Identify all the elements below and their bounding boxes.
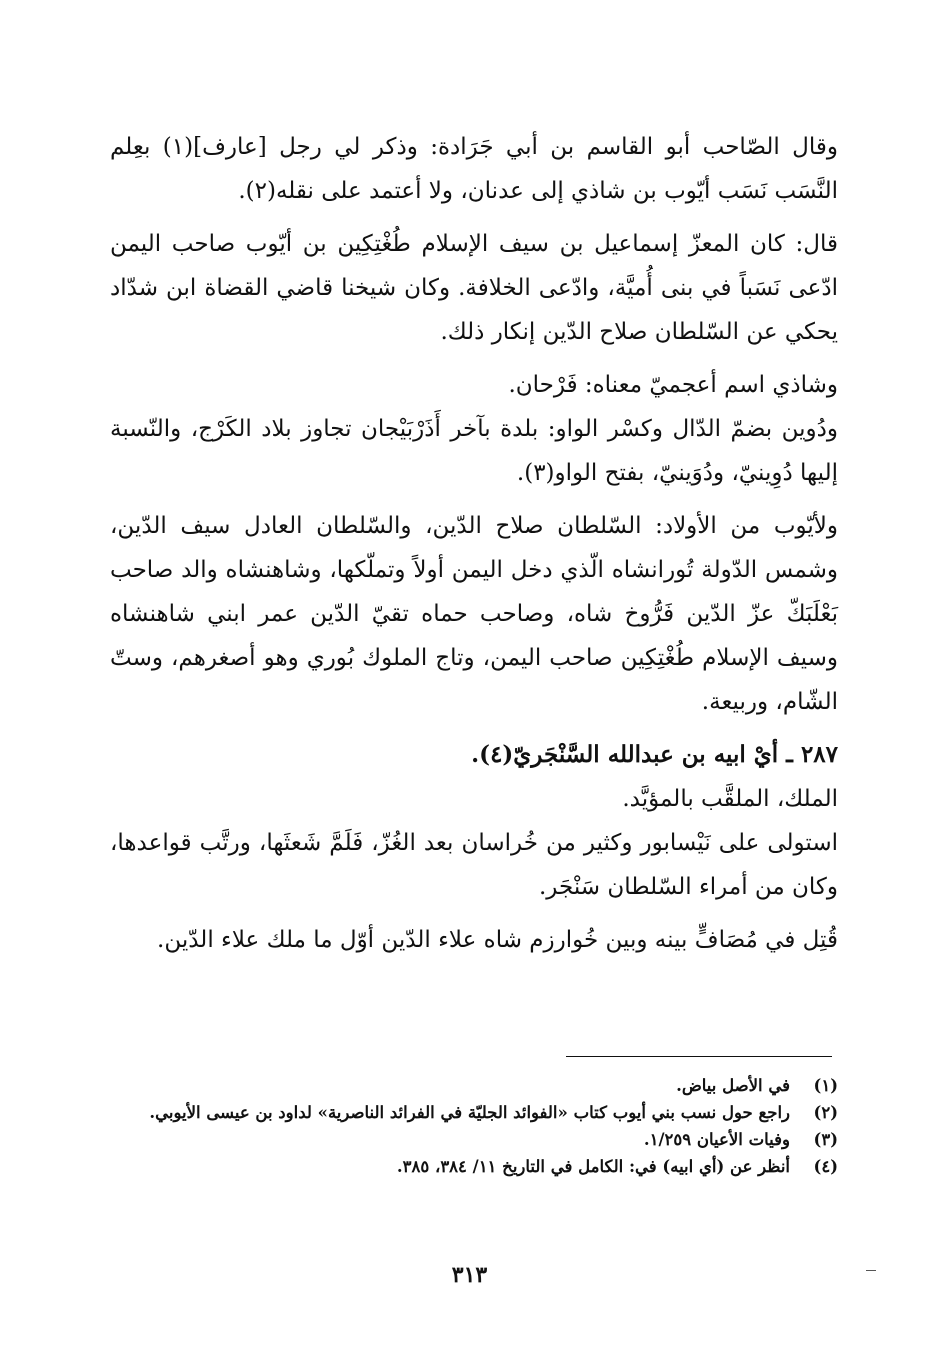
paragraph-nishapur: استولى على نَيْسابور وكثير من خُراسان بعد الغُزّ، فَلَمَّ شَعثَها، ورتَّب قواعدها، وكان من أمراء السّلطان سَنْجَر. (110, 830, 838, 900)
paragraph-title: الملك، الملقَّب بالمؤيَّد. (622, 786, 838, 812)
footnote-text: وفيات الأعيان ١/٢٥٩. (643, 1130, 790, 1149)
paragraph-shadhi-meaning: وشاذي اسم أعجميّ معناه: فَرْحان. (508, 372, 838, 398)
footnote-item (110, 1153, 838, 1180)
footnote-divider (566, 1056, 832, 1057)
footnote-number: (١) (813, 1076, 838, 1095)
footnote-number: (٢) (813, 1103, 838, 1122)
footnote-number: (٣) (813, 1130, 838, 1149)
scan-edge-mark (866, 1270, 876, 1271)
entry-heading-287: ٢٨٧ ـ أيْ ابيه بن عبدالله السَّنْجَريّ(٤). (471, 741, 838, 768)
footnote-item (110, 1072, 838, 1099)
footnote-text: أنظر عن (أي ابيه) في: الكامل في التاريخ ١١/ ٣٨٤، ٣٨٥. (396, 1157, 790, 1176)
footnote-number: (٤) (813, 1157, 838, 1176)
paragraph-death: قُتِل في مُصَافٍّ بينه وبين خُوارزم شاه علاء الدّين أوّل ما ملك علاء الدّين. (157, 927, 838, 953)
footnote-text: راجع حول نسب بني أيوب كتاب «الفوائد الجليّة في الفرائد الناصرية» لداود بن عيسى الأيوبي. (149, 1103, 790, 1122)
paragraph-muizz-claim: قال: كان المعزّ إسماعيل بن سيف الإسلام طُغْتِكِين بن أيّوب صاحب اليمن ادّعى نَسَباً في بنى أُميَّة، وادّعى الخلافة. وكان شيخنا قاضي القضاة ابن شدّاد يحكي عن السّلطان صلاح الدّين إنكار ذلك. (110, 231, 838, 345)
footnotes (110, 1072, 838, 1180)
page-number: ٣١٣ (451, 1262, 488, 1288)
paragraph-ayyub-children: ولأيّوب من الأولاد: السّلطان صلاح الدّين، والسّلطان العادل سيف الدّين، وشمس الدّولة تُورانشاه الّذي دخل اليمن أولاً وتملّكها، وشاهنشاه والد صاحب بَعْلَبَكّ عزّ الدّين فَرُّوخ شاه، وصاحب حماه تقيّ الدّين عمر ابني شاهنشاه وسيف الإسلام طُغْتِكِين صاحب اليمن، وتاج الملوك بُوري وهو أصغرهم، وستّ الشّام، وربيعة. (110, 513, 838, 715)
footnote-item (110, 1126, 838, 1153)
footnote-item (110, 1099, 838, 1126)
main-text (110, 125, 838, 971)
footnote-text: في الأصل بياض. (676, 1076, 790, 1095)
paragraph-duwin: ودُوين بضمّ الدّال وكسْر الواو: بلدة بآخر أَذَرْبَيْجان تجاوز بلاد الكَرْج، والنّسبة إليها دُوِينيّ، ودُوَينيّ، بفتح الواو(٣). (110, 416, 838, 486)
paragraph-genealogy: وقال الصّاحب أبو القاسم بن أبي جَرَادة: وذكر لي رجل [عارف](١) بعِلم النَّسَب نَسَب أيّوب بن شاذي إلى عدنان، ولا أعتمد على نقله(٢). (110, 134, 838, 204)
